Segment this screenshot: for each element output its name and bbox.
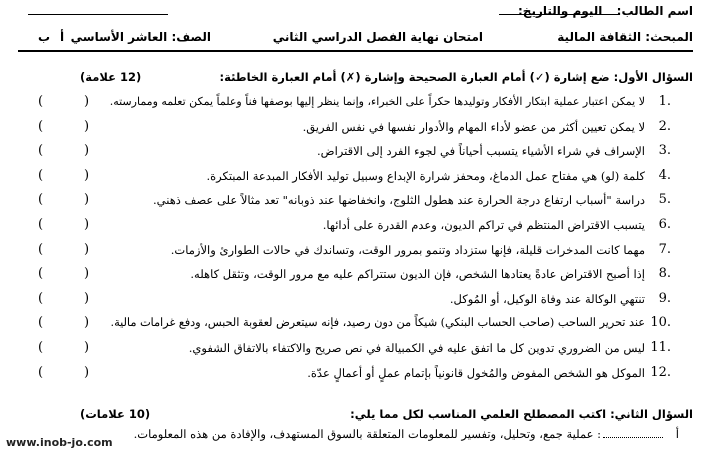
answer-paren-open[interactable]: ( <box>84 266 90 282</box>
answer-paren-close[interactable]: ) <box>38 118 44 134</box>
question-text: كلمة (لو) هي مفتاح عمل الدماغ، ومحفز شرارة الإبداع وسبيل توليد الأفكار المبدعة المبتكرة. <box>206 168 645 183</box>
answer-paren-open[interactable]: ( <box>84 364 90 380</box>
answer-paren-close[interactable]: ) <box>38 143 44 159</box>
question-row <box>0 117 711 139</box>
answer-paren-close[interactable]: ) <box>38 241 44 257</box>
section2-item-letter: أ <box>675 427 679 441</box>
answer-paren-open[interactable]: ( <box>84 340 90 355</box>
question-number: 4. <box>658 167 671 183</box>
answer-paren-close[interactable]: ) <box>38 315 44 331</box>
answer-paren-close[interactable]: ) <box>38 192 44 208</box>
answer-paren-close[interactable]: ) <box>38 290 44 306</box>
question-text: دراسة "أسباب ارتفاع درجة الحرارة عند هطول الثلوج، وانخفاضها عند ذوبانه" تعد مثالاً على عصف ذهني. <box>153 193 645 208</box>
question-number: 1. <box>658 94 671 109</box>
question-row <box>0 264 711 286</box>
answer-paren-close[interactable]: ) <box>38 340 44 355</box>
question-text: يتسبب الاقتراض المنتظم في تراكم الديون، وعدم القدرة على أدائها. <box>322 218 645 232</box>
section1-marks: (12 علامة) <box>80 70 142 84</box>
question-row <box>0 313 711 335</box>
site-watermark: www.inob-jo.com <box>6 436 113 449</box>
question-row <box>0 338 711 360</box>
question-text: لا يمكن تعيين أكثر من عضو لأداء المهام والأدوار نفسها في نفس الفريق. <box>302 119 645 134</box>
question-row <box>0 240 711 262</box>
answer-paren-open[interactable]: ( <box>84 118 90 134</box>
date-field[interactable] <box>28 14 168 15</box>
question-text: الإسراف في شراء الأشياء يتسبب أحياناً في لجوء الفرد إلى الاقتراض. <box>317 144 645 159</box>
answer-paren-open[interactable]: ( <box>84 241 90 257</box>
question-number: 6. <box>658 217 671 232</box>
question-number: 9. <box>658 290 671 306</box>
answer-paren-open[interactable]: ( <box>84 143 90 159</box>
student-name-label: اسم الطالب: <box>616 4 693 18</box>
answer-paren-open[interactable]: ( <box>84 217 90 232</box>
section2-title: السؤال الثاني: اكتب المصطلح العلمي المناسب لكل مما يلي: <box>350 407 693 421</box>
question-row <box>0 166 711 188</box>
answer-paren-close[interactable]: ) <box>38 167 44 183</box>
question-text: عند تحرير الساحب (صاحب الحساب البنكي) شيكاً من دون رصيد، فإنه سيتعرض لعقوبة الحبس، ودفع غرامات مالية. <box>110 316 645 330</box>
question-row <box>0 289 711 311</box>
section2-marks: (10 علامات) <box>80 407 151 421</box>
section-b: ب <box>38 30 51 44</box>
question-row <box>0 215 711 237</box>
question-text: لا يمكن اعتبار عملية ابتكار الأفكار وتوليدها حكراً على الخبراء، وإنما ينظر إليها بوصفها فناً وعلماً يمكن تعلمه وممارسته. <box>109 95 645 108</box>
answer-paren-close[interactable]: ) <box>38 94 44 109</box>
question-text: إذا أصبح الاقتراض عادةً يعتادها الشخص، فإن الديون ستتراكم عليه مع مرور الوقت، وتثقل كاهله. <box>190 267 645 282</box>
question-text: مهما كانت المدخرات قليلة، فإنها ستزداد وتنمو بمرور الوقت، وتساندك في حالات الطوارئ والأزمات. <box>170 242 645 257</box>
answer-paren-close[interactable]: ) <box>38 364 44 380</box>
subject-label: المبحث: الثقافة المالية <box>557 30 693 44</box>
question-number: 10. <box>650 315 671 331</box>
question-row <box>0 92 711 114</box>
question-text: ليس من الضروري تدوين كل ما اتفق عليه في الكمبيالة في نص صريح والاكتفاء بالاتفاق الشفوي. <box>188 341 645 355</box>
answer-paren-open[interactable]: ( <box>84 167 90 183</box>
question-number: 3. <box>658 143 671 159</box>
question-row <box>0 190 711 212</box>
question-text: الموكل هو الشخص المفوض والمُخول قانونياً بإتمام عملٍ أو أعمالٍ عدّة. <box>307 365 645 380</box>
answer-paren-close[interactable]: ) <box>38 266 44 282</box>
header-divider <box>18 50 693 52</box>
answer-paren-open[interactable]: ( <box>84 192 90 208</box>
exam-title: امتحان نهاية الفصل الدراسي الثاني <box>272 30 483 44</box>
section2-answer-field[interactable] <box>603 437 663 438</box>
question-number: 7. <box>658 241 671 257</box>
section2-item-text: : عملية جمع، وتحليل، وتفسير للمعلومات المتعلقة بالسوق المستهدف، والإفادة من هذه المعلومات. <box>133 427 601 441</box>
grade-label: الصف: العاشر الأساسي <box>70 30 211 44</box>
section1-title: السؤال الأول: ضع إشارة (✓) أمام العبارة الصحيحة وإشارة (✗) أمام العبارة الخاطئة: <box>219 70 693 84</box>
question-row <box>0 141 711 163</box>
question-number: 5. <box>658 192 671 208</box>
question-number: 11. <box>650 340 671 355</box>
section-a: أ <box>60 30 65 44</box>
answer-paren-open[interactable]: ( <box>84 94 90 109</box>
question-number: 8. <box>658 266 671 282</box>
question-text: تنتهي الوكالة عند وفاة الوكيل، أو المُوكل. <box>449 291 645 306</box>
question-number: 12. <box>650 364 671 380</box>
question-row <box>0 363 711 385</box>
date-label: اليوم والتاريخ: <box>518 4 603 18</box>
answer-paren-open[interactable]: ( <box>84 290 90 306</box>
answer-paren-open[interactable]: ( <box>84 315 90 331</box>
question-number: 2. <box>658 118 671 134</box>
answer-paren-close[interactable]: ) <box>38 217 44 232</box>
